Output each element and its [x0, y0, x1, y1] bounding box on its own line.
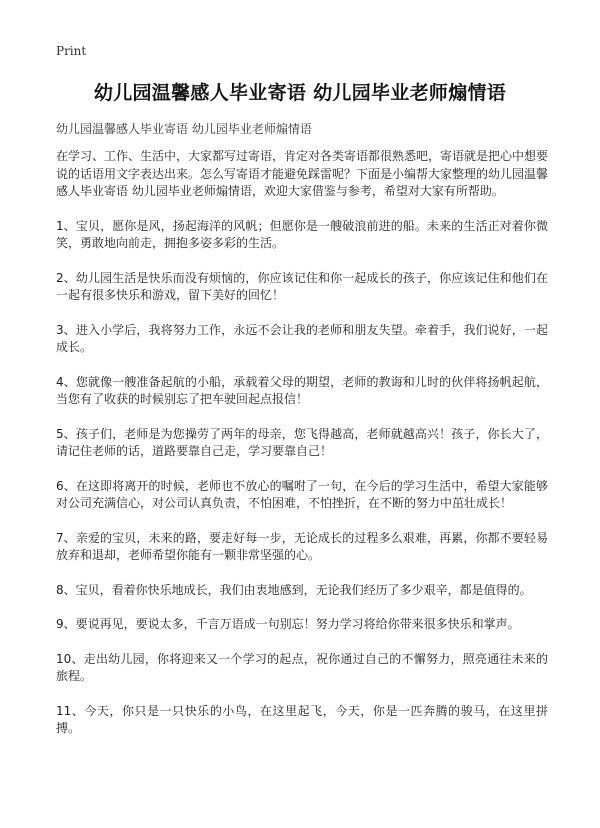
document-subtitle: 幼儿园温馨感人毕业寄语 幼儿园毕业老师煽情语	[56, 122, 312, 136]
wish-item: 3、进入小学后，我将努力工作，永远不会让我的老师和朋友失望。牵着手，我们说好，一起成长。	[56, 322, 548, 354]
wish-item: 4、您就像一艘准备起航的小船，承载着父母的期望，老师的教诲和儿时的伙伴将扬帆起航，当您有了收获的时候别忘了把车驶回起点报信！	[56, 374, 548, 406]
article-body	[56, 148, 548, 755]
wish-item: 2、幼儿园生活是快乐而没有烦恼的，你应该记住和你一起成长的孩子，你应该记住和他们在一起有很多快乐和游戏，留下美好的回忆！	[56, 270, 548, 302]
wish-item: 11、今天，你只是一只快乐的小鸟，在这里起飞，今天，你是一匹奔腾的骏马，在这里拼搏。	[56, 703, 548, 735]
wish-item: 1、宝贝，愿你是风，扬起海洋的风帆；但愿你是一艘破浪前进的船。未来的生活正对着你微笑，勇敢地向前走，拥抱多姿多彩的生活。	[56, 218, 548, 250]
wish-item: 5、孩子们，老师是为您操劳了两年的母亲，您飞得越高，老师就越高兴！孩子，你长大了，请记住老师的话，道路要靠自己走，学习要靠自己！	[56, 426, 548, 458]
wish-item: 8、宝贝，看着你快乐地成长，我们由衷地感到，无论我们经历了多少艰辛，都是值得的。	[56, 582, 532, 597]
wish-item: 10、走出幼儿园，你将迎来又一个学习的起点，祝你通过自己的不懈努力，照亮通往未来的旅程。	[56, 651, 548, 683]
document-title: 幼儿园温馨感人毕业寄语 幼儿园毕业老师煽情语	[93, 82, 507, 104]
wish-item: 7、亲爱的宝贝，未来的路，要走好每一步，无论成长的过程多么艰难，再累，你都不要轻易放弃和退却，老师希望你能有一颗非常坚强的心。	[56, 530, 548, 562]
intro-paragraph: 在学习、工作、生活中，大家都写过寄语，肯定对各类寄语都很熟悉吧，寄语就是把心中想要说的话语用文字表达出来。怎么写寄语才能避免踩雷呢？下面是小编帮大家整理的幼儿园温馨感人毕业寄语 幼儿园毕业老师煽情语，欢迎大家借鉴与参考，希望对大家有所帮助。	[56, 149, 549, 198]
print-link[interactable]: Print	[56, 44, 87, 58]
wish-item: 6、在这即将离开的时候，老师也不放心的嘱咐了一句，在今后的学习生活中，希望大家能够对公司充满信心，对公司认真负责，不怕困难，不怕挫折，在不断的努力中茁壮成长！	[56, 478, 548, 510]
wish-item: 9、要说再见，要说太多，千言万语成一句别忘！努力学习将给你带来很多快乐和掌声。	[56, 617, 520, 631]
